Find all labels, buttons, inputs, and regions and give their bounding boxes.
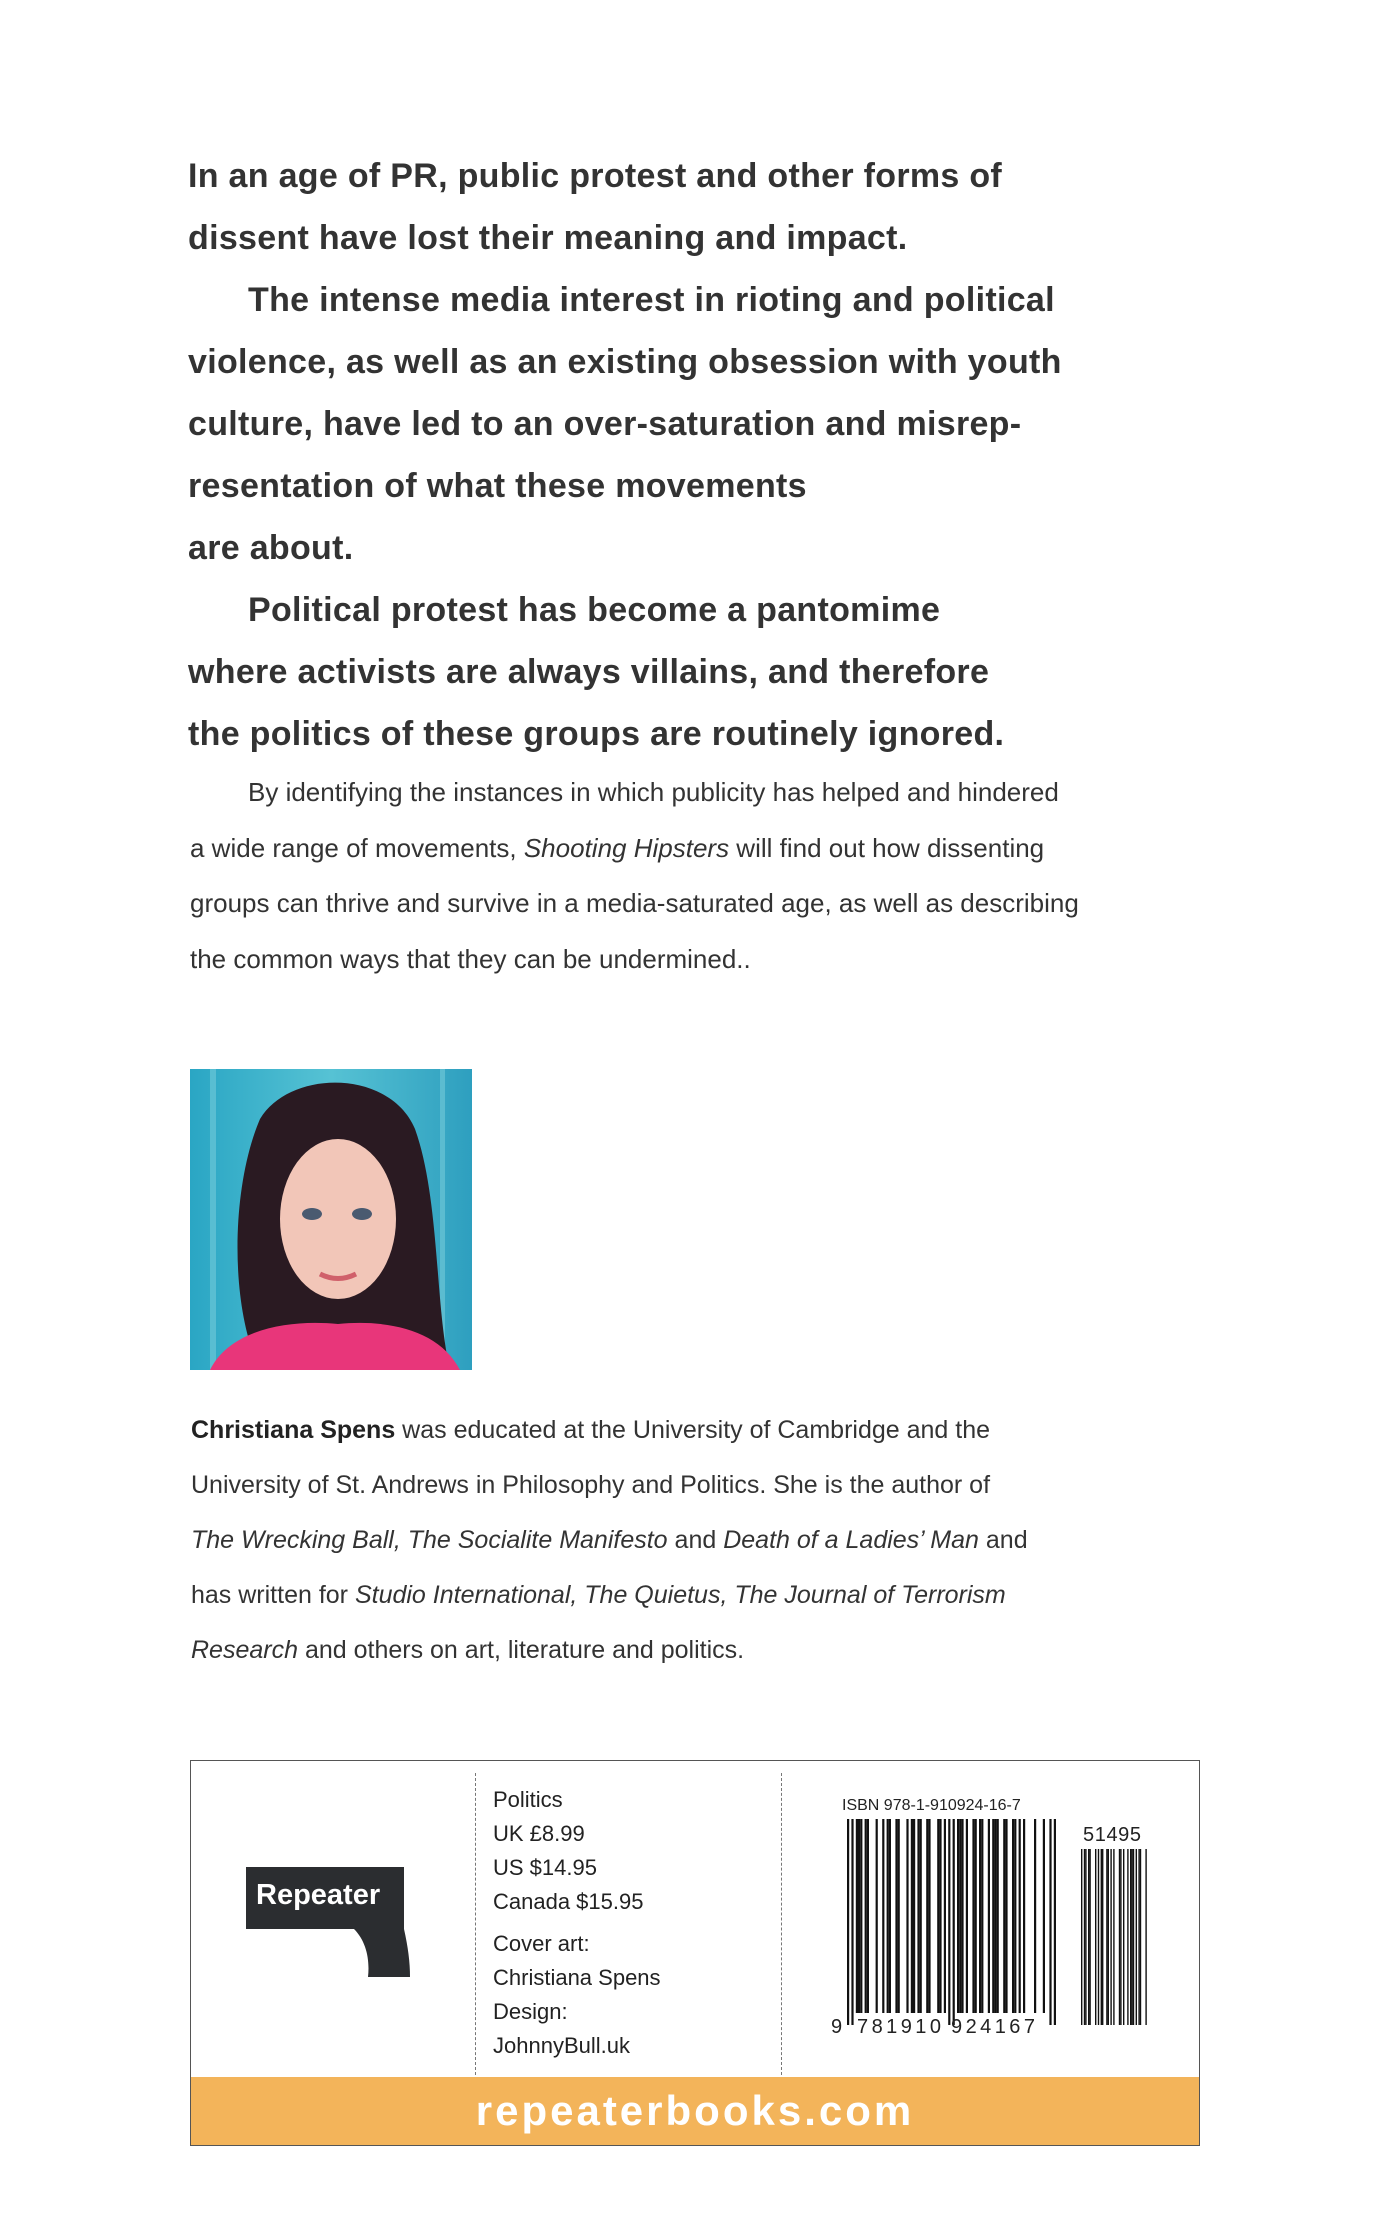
barcode-bar: [1019, 1819, 1021, 2013]
barcode-bar: [851, 1819, 853, 2025]
barcode-bar: [928, 1819, 930, 2013]
barcode-bar: [913, 1819, 915, 2013]
addon-bar: [1085, 1849, 1086, 2025]
addon-bar: [1084, 1849, 1085, 2025]
addon-bar: [1113, 1849, 1114, 2025]
author-name: Christiana Spens: [191, 1416, 396, 1444]
description-line: groups can thrive and survive in a media-saturated age, as well as describing: [190, 888, 1079, 918]
description: [190, 765, 1079, 987]
barcode-graphic: [831, 1819, 1151, 2049]
barcode-bar: [898, 1819, 900, 2013]
barcode-bar: [959, 1819, 961, 2013]
addon-bar: [1136, 1849, 1137, 2025]
design-credit: JohnnyBull.uk: [493, 2033, 630, 2058]
title: Research: [191, 1636, 298, 1664]
text: will find out how dissenting: [729, 832, 1045, 863]
barcode-bar: [911, 1819, 913, 2013]
barcode-bar: [972, 1819, 974, 2013]
barcode: [831, 1819, 1151, 2054]
barcode-bar: [979, 1819, 981, 2013]
addon-digits: 51495: [1083, 1824, 1141, 1846]
barcode-bar: [926, 1819, 928, 2013]
design-label: Design:: [493, 1999, 568, 2024]
barcode-bar: [860, 1819, 862, 2013]
price-uk: UK £8.99: [493, 1821, 585, 1846]
addon-bar: [1108, 1849, 1109, 2025]
barcode-bar: [1043, 1819, 1045, 2013]
titles: The Wrecking Ball, The Socialite Manifesto: [191, 1526, 668, 1554]
addon-bar: [1123, 1849, 1124, 2025]
bio-line: [191, 1403, 1028, 1458]
blurb: [188, 145, 1062, 765]
imprint-box: [190, 1760, 1200, 2146]
blurb-line: the politics of these groups are routinely ignored.: [188, 715, 1005, 753]
barcode-bar: [847, 1819, 849, 2025]
blurb-line: where activists are always villains, and therefore: [188, 653, 990, 691]
price-us: US $14.95: [493, 1855, 597, 1880]
barcode-bar: [889, 1819, 891, 2013]
barcode-left-digits: 781910: [857, 2016, 941, 2038]
divider: [475, 1773, 476, 2075]
barcode-bar: [961, 1819, 963, 2013]
blurb-line: are about.: [188, 529, 354, 567]
divider: [781, 1773, 782, 2075]
text: has written for: [191, 1581, 355, 1609]
bio-line: [191, 1568, 1028, 1623]
barcode-bar: [1054, 1819, 1056, 2025]
cover-art-credit: Christiana Spens: [493, 1965, 661, 1990]
addon-bar: [1120, 1849, 1121, 2025]
barcode-right-digits: 924167: [951, 2016, 1035, 2038]
description-line: By identifying the instances in which publicity has helped and hindered: [248, 777, 1059, 807]
blurb-line: Political protest has become a pantomime: [248, 591, 941, 629]
titles: Studio International, The Quietus, The Journal of Terrorism: [354, 1581, 1006, 1609]
addon-bar: [1106, 1849, 1107, 2025]
addon-bar: [1131, 1849, 1132, 2025]
blurb-line: dissent have lost their meaning and impact.: [188, 219, 908, 257]
text: and: [978, 1526, 1028, 1554]
description-line: [190, 821, 1079, 877]
barcode-bar: [906, 1819, 908, 2013]
text: a wide range of movements,: [190, 832, 524, 863]
addon-bar: [1098, 1849, 1099, 2025]
barcode-bar: [1003, 1819, 1005, 2013]
barcode-bar: [957, 1819, 959, 2013]
barcode-bar: [1023, 1819, 1025, 2013]
bio-line: [191, 1513, 1028, 1568]
blurb-line: violence, as well as an existing obsession with youth: [188, 343, 1062, 381]
barcode-bar: [1034, 1819, 1036, 2013]
barcode-bar: [939, 1819, 941, 2013]
addon-bar: [1130, 1849, 1131, 2025]
barcode-first-digit: 9: [831, 2016, 843, 2038]
blurb-line: culture, have led to an over-saturation and misrep-: [188, 405, 1022, 443]
barcode-bar: [856, 1819, 858, 2013]
barcode-bar: [876, 1819, 878, 2013]
addon-bar: [1140, 1849, 1141, 2025]
barcode-bar: [887, 1819, 889, 2013]
author-bio: [191, 1403, 1028, 1678]
book-title: Shooting Hipsters: [523, 832, 730, 863]
bio-line: [191, 1623, 1028, 1678]
barcode-bar: [988, 1819, 990, 2013]
cover-art-label: Cover art:: [493, 1931, 590, 1956]
barcode-bar: [948, 1819, 950, 2025]
addon-bar: [1110, 1849, 1111, 2025]
barcode-bar: [858, 1819, 860, 2013]
blurb-line: resentation of what these movements: [188, 467, 807, 505]
barcode-bar: [1049, 1819, 1051, 2025]
barcode-bar: [1014, 1819, 1016, 2013]
barcode-bar: [920, 1819, 922, 2013]
addon-bar: [1133, 1849, 1134, 2025]
barcode-bar: [994, 1819, 996, 2013]
addon-bar: [1101, 1849, 1102, 2025]
barcode-bar: [917, 1819, 919, 2013]
barcode-bar: [992, 1819, 994, 2013]
author-photo: [190, 1069, 472, 1370]
isbn: ISBN 978-1-910924-16-7: [842, 1797, 1021, 1814]
addon-bar: [1089, 1849, 1090, 2025]
addon-bar: [1127, 1849, 1128, 2025]
addon-bar: [1095, 1849, 1096, 2025]
blurb-line: In an age of PR, public protest and other forms of: [188, 157, 1003, 195]
barcode-bar: [865, 1819, 867, 2013]
text: and others on art, literature and politics.: [298, 1636, 745, 1664]
repeater-logo: [246, 1867, 410, 1977]
barcode-bar: [882, 1819, 884, 2013]
text: was educated at the University of Cambridge and the: [395, 1416, 991, 1444]
barcode-bar: [1012, 1819, 1014, 2013]
addon-bar: [1088, 1849, 1089, 2025]
book-info: [493, 1783, 661, 2063]
addon-bar: [1119, 1849, 1120, 2025]
text: and: [667, 1526, 724, 1554]
addon-bar: [1081, 1849, 1082, 2025]
barcode-bar: [867, 1819, 869, 2013]
logo-text: Repeater: [256, 1879, 381, 1911]
bio-line: University of St. Andrews in Philosophy and Politics. She is the author of: [191, 1471, 991, 1499]
website-link[interactable]: repeaterbooks.com: [475, 2087, 915, 2134]
barcode-bar: [937, 1819, 939, 2013]
blurb-line: The intense media interest in rioting and political: [248, 281, 1055, 319]
price-canada: Canada $15.95: [493, 1889, 644, 1914]
addon-bar: [1102, 1849, 1103, 2025]
barcode-bar: [981, 1819, 983, 2013]
barcode-bar: [966, 1819, 968, 2013]
addon-bar: [1138, 1849, 1139, 2025]
barcode-bar: [997, 1819, 999, 2013]
website-band: [191, 2077, 1199, 2145]
barcode-bar: [895, 1819, 897, 2013]
description-line: the common ways that they can be undermined..: [190, 943, 751, 974]
title: Death of a Ladies’ Man: [723, 1526, 979, 1554]
barcode-bar: [953, 1819, 955, 2025]
barcode-bar: [975, 1819, 977, 2013]
category: Politics: [493, 1787, 563, 1812]
barcode-bar: [944, 1819, 946, 2013]
barcode-bar: [1005, 1819, 1007, 2013]
addon-bar: [1145, 1849, 1146, 2025]
